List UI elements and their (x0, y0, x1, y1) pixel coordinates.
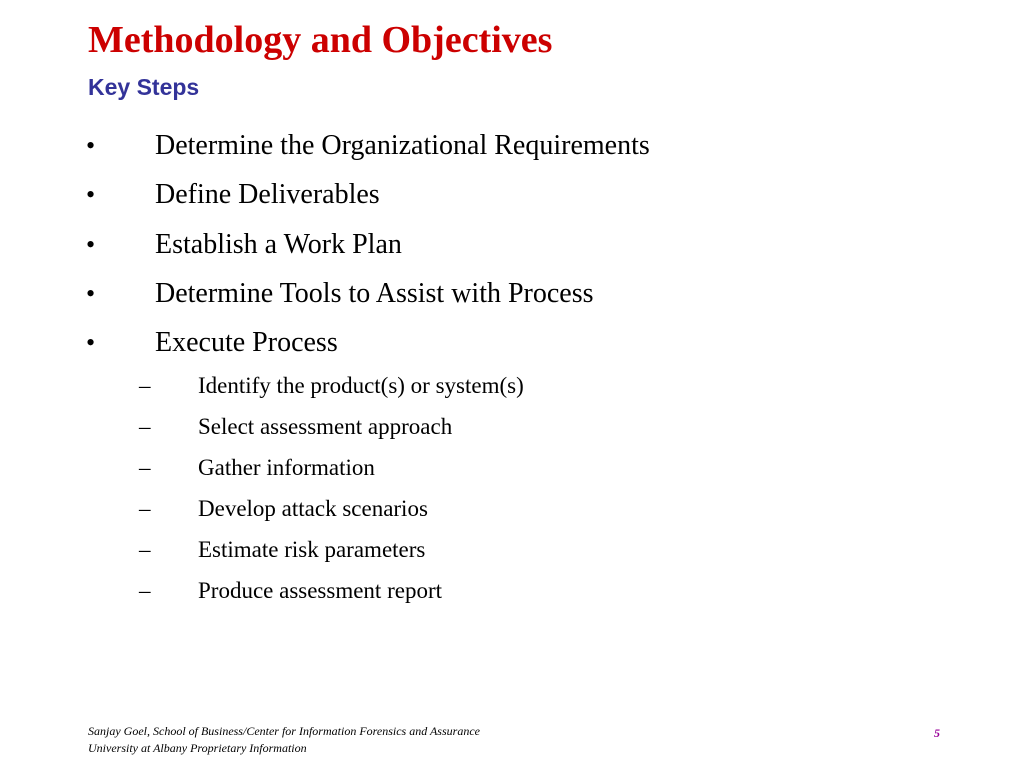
sub-bullet-marker: – (139, 455, 151, 480)
sub-bullet-item (0, 493, 1024, 534)
bullet-item (0, 175, 1024, 224)
sub-bullet-item (0, 534, 1024, 575)
sub-bullet-text: Develop attack scenarios (198, 496, 428, 521)
bullet-marker: • (86, 180, 96, 210)
footer-author-line: Sanjay Goel, School of Business/Center for Information Forensics and Assurance (88, 724, 480, 738)
sub-bullet-item (0, 452, 1024, 493)
slide-subtitle: Key Steps (88, 74, 200, 100)
bullet-marker: • (86, 131, 96, 160)
footer-proprietary-line: University at Albany Proprietary Information (88, 741, 307, 755)
bullet-item (0, 323, 1024, 372)
sub-bullet-marker: – (139, 496, 151, 521)
bullet-text: Determine the Organizational Requirements (155, 130, 650, 161)
bullet-list (0, 126, 1024, 372)
sub-bullet-item (0, 370, 1024, 411)
bullet-marker: • (86, 328, 96, 358)
sub-bullet-text: Select assessment approach (198, 414, 453, 439)
page-number: 5 (934, 726, 940, 740)
sub-bullet-item (0, 411, 1024, 452)
sub-bullet-text: Produce assessment report (198, 578, 442, 603)
bullet-text: Determine Tools to Assist with Process (155, 277, 594, 309)
sub-bullet-text: Estimate risk parameters (198, 537, 426, 562)
bullet-item (0, 274, 1024, 323)
bullet-item (0, 225, 1024, 274)
sub-bullet-marker: – (139, 537, 151, 562)
slide-footer (88, 723, 480, 757)
sub-bullet-text: Identify the product(s) or system(s) (198, 373, 524, 398)
sub-bullet-list (0, 370, 1024, 616)
bullet-text: Execute Process (155, 327, 338, 359)
bullet-text: Define Deliverables (155, 179, 380, 211)
bullet-text: Establish a Work Plan (155, 228, 402, 260)
bullet-marker: • (86, 278, 96, 308)
sub-bullet-marker: – (139, 373, 151, 398)
sub-bullet-text: Gather information (198, 455, 375, 480)
sub-bullet-marker: – (139, 414, 151, 439)
sub-bullet-item (0, 575, 1024, 616)
sub-bullet-marker: – (139, 578, 151, 603)
bullet-marker: • (86, 229, 96, 259)
slide-title: Methodology and Objectives (88, 19, 553, 61)
bullet-item (0, 126, 1024, 175)
